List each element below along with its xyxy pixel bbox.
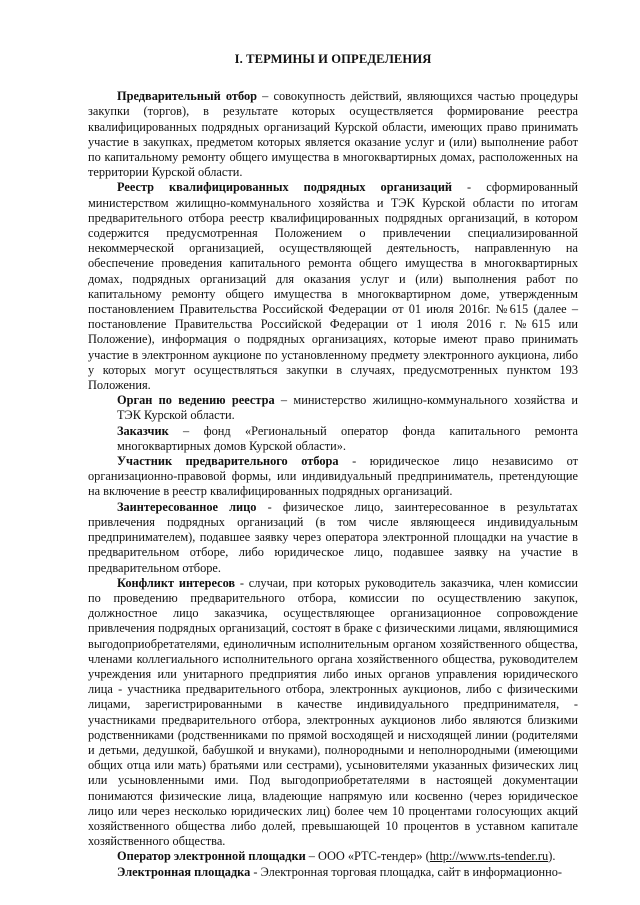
definition-text: случаи, при которых руководитель заказчика, член комиссии по проведению предварительного отбора, комиссии по осуществлению закупок, должностное лицо заказчика, осуществляющее организационное сопровождение привлечения подрядных организаций, состоят в браке с физическими лицами, являющимися выгодоприобретателями, единоличным исполнительным органом хозяйственного общества, членами коллегиального исполнительного органа хозяйственного общества, руководителем учреждения или унитарного предприятия либо иных органов управления юридического лица - участника предварительного отбора, электронных аукционов, либо с физическими лицами, зарегистрированными в качестве индивидуального предпринимателя, - участниками предварительного отбора, электронных аукционов либо являются близкими родственниками (родственниками по прямой восходящей и нисходящей линии (родителями и детьми, дедушкой, бабушкой и внуками), полнородными и неполнородными (имеющими общих отца или мать) братьями или сестрами), усыновителями указанных физических лиц или усыновленными ими. Под выгодоприобретателями в настоящей документации понимаются физические лица, владеющие напрямую или косвенно (через юридическое лицо или через несколько юридических лиц) более чем 10 процентами голосующих акций хозяйственного общества либо долей, превышающей 10 процентов в уставном капитале хозяйственного общества. (88, 575, 578, 849)
term: Заказчик (117, 423, 169, 438)
term: Электронная площадка (117, 864, 251, 879)
definition-participant: Участник предварительного отбора - юридическое лицо независимо от организационно-правовой формы, или индивидуальный предприниматель, претендующие на включение в реестр квалифицированных подрядных организаций. (88, 454, 578, 499)
term: Заинтересованное лицо (117, 499, 257, 514)
term: Орган по ведению реестра (117, 393, 275, 408)
term: Реестр квалифицированных подрядных организаций (117, 180, 453, 195)
definition-registry-body: Орган по ведению реестра – министерство жилищно-коммунального хозяйства и ТЭК Курской области. (117, 393, 578, 423)
rts-tender-link[interactable]: http://www.rts-tender.ru (429, 849, 549, 864)
definition-text: ООО «РТС-тендер» ( (318, 849, 430, 864)
definition-text: совокупность действий, являющихся частью процедуры закупки (торгов), в результате которых осуществляется формирование реестра квалифицированных подрядных организаций Курской области, имеющих право принимать участие в закупках, предметом которых является оказание услуг и (или) выполнение работ по капитальному ремонту общего имущества в многоквартирных домах, расположенных на территории Курской области. (88, 89, 579, 180)
definition-preliminary-selection: Предварительный отбор – совокупность действий, являющихся частью процедуры закупки (торгов), в результате которых осуществляется формирование реестра квалифицированных подрядных организаций Курской области, имеющих право принимать участие в закупках, предметом которых является оказание услуг и (или) выполнение работ по капитальному ремонту общего имущества в многоквартирных домах, расположенных на территории Курской области. (88, 89, 579, 180)
term: Оператор электронной площадки (117, 849, 306, 864)
definition-conflict-of-interest: Конфликт интересов - случаи, при которых руководитель заказчика, член комиссии по проведению предварительного отбора, комиссии по осуществлению закупок, должностное лицо заказчика, осуществляющее организационное сопровождение привлечения подрядных организаций, состоят в браке с физическими лицами, являющимися выгодоприобретателями, единоличным исполнительным органом хозяйственного общества, членами коллегиального исполнительного органа хозяйственного общества, руководителем учреждения или унитарного предприятия либо иных органов управления юридического лица - участника предварительного отбора, электронных аукционов, либо с физическими лицами, зарегистрированными в качестве индивидуального предпринимателя, - участниками предварительного отбора, электронных аукционов либо являются близкими родственниками (родственниками по прямой восходящей и нисходящей линии (родителями и детьми, дедушкой, бабушкой и внуками), полнородными и неполнородными (имеющими общих отца или мать) братьями или сестрами), усыновителями указанных физических лиц или усыновленными ими. Под выгодоприобретателями в настоящей документации понимаются физические лица, владеющие напрямую или косвенно (через юридическое лицо или через несколько юридических лиц) более чем 10 процентами голосующих акций хозяйственного общества либо долей, превышающей 10 процентов в уставном капитале хозяйственного общества. (88, 575, 578, 849)
term: Предварительный отбор (117, 89, 257, 104)
term: Участник предварительного отбора (117, 454, 339, 469)
definition-customer: Заказчик – фонд «Региональный оператор фонда капитального ремонта многоквартирных домов Курской области». (117, 423, 579, 453)
definition-registry: Реестр квалифицированных подрядных организаций - сформированный министерством жилищно-коммунального хозяйства и ТЭК Курской области по итогам предварительного отбора реестр квалифицированных подрядных организаций, в котором содержится предусмотренная Положением о привлечении специализированной некоммерческой организацией, осуществляющей деятельность, направленную на обеспечение проведения капитального ремонта общего имущества в многоквартирных домах, подрядных организаций для оказания услуг и (или) выполнения работ по капитальному ремонту общего имущества в многоквартирном доме, утвержденным постановлением Правительства Российской Федерации от 01 июля 2016г. №615 (далее – постановление Правительства Российской Федерации от 1 июля 2016 г. №615 или Положение), информация о подрядных организациях, которые имеют право принимать участие в электронном аукционе по установленному предмету электронного аукциона, либо у которых могут осуществляться закупки в случаях, предусмотренных пунктом 193 Положения. (88, 180, 578, 393)
definition-platform-operator: Оператор электронной площадки – ООО «РТС-тендер» (http://www.rts-tender.ru). (117, 849, 556, 864)
definition-text: Электронная торговая площадка, сайт в информационно- (260, 864, 563, 879)
definition-electronic-platform: Электронная площадка - Электронная торговая площадка, сайт в информационно- (117, 864, 563, 879)
definition-text: сформированный министерством жилищно-коммунального хозяйства и ТЭК Курской области по итогам предварительного отбора реестр квалифицированных подрядных организаций, в котором содержится предусмотренная Положением о привлечении специализированной некоммерческой организацией, осуществляющей деятельность, направленную на обеспечение проведения капитального ремонта общего имущества в многоквартирных домах, подрядных организаций для оказания услуг и (или) выполнения работ по капитальному ремонту общего имущества в многоквартирном доме, утвержденным постановлением Правительства Российской Федерации от 01 июля 2016г. №615 (далее – постановление Правительства Российской Федерации от 1 июля 2016 г. №615 или Положение), информация о подрядных организациях, которые имеют право принимать участие в электронном аукционе по установленному предмету электронного аукциона, либо у которых могут осуществляться закупки в случаях, предусмотренных пунктом 193 Положения. (88, 180, 578, 393)
definition-interested-party: Заинтересованное лицо - физическое лицо, заинтересованное в результатах привлечения подрядных организаций (в том числе являющееся индивидуальным предпринимателем), подавшее заявку через оператора электронной площадки на участие в предварительном отборе, либо юридическое лицо, подавшее заявку на участие в предварительном отборе. (88, 499, 578, 575)
section-heading: I. ТЕРМИНЫ И ОПРЕДЕЛЕНИЯ (234, 52, 432, 66)
definition-text: физическое лицо, заинтересованное в результатах привлечения подрядных организаций (в том числе являющееся индивидуальным предпринимателем), подавшее заявку через оператора электронной площадки на участие в предварительном отборе, либо юридическое лицо, подавшее заявку на участие в предварительном отборе. (88, 499, 578, 575)
definition-text: юридическое лицо независимо от организационно-правовой формы, или индивидуальный предприниматель, претендующие на включение в реестр квалифицированных подрядных организаций. (88, 454, 578, 499)
definition-text: фонд «Региональный оператор фонда капитального ремонта многоквартирных домов Курской области». (117, 423, 579, 453)
document-page (88, 52, 578, 880)
term: Конфликт интересов (117, 575, 236, 590)
definition-text: министерство жилищно-коммунального хозяйства и ТЭК Курской области. (117, 393, 578, 423)
